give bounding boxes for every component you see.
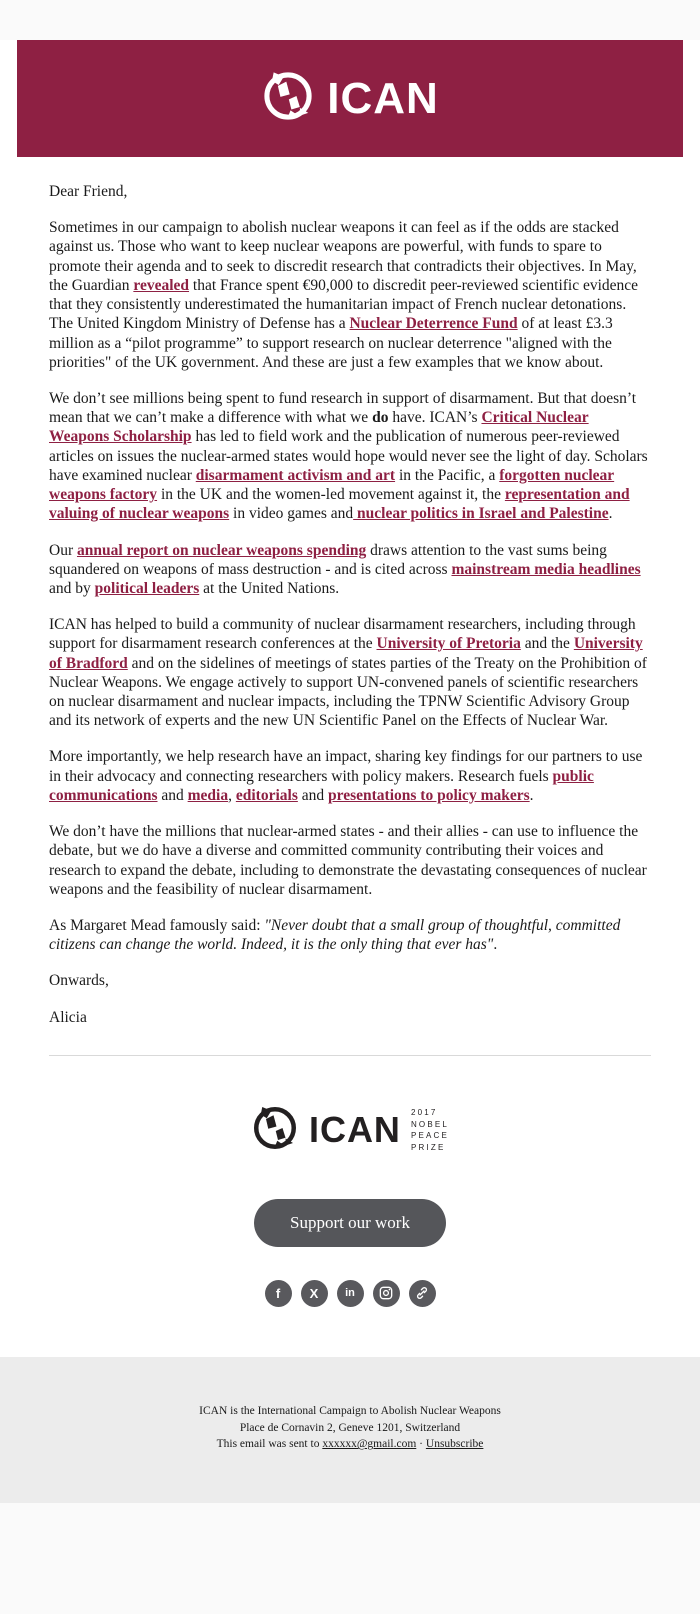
text-segment: have. ICAN’s xyxy=(388,409,482,427)
text-segment: of at least £3.3 million as a “pilot programme” to support research on nuclear deterrence "aligned with the priorities" of the UK government. And these are just a few examples that we know about. xyxy=(49,315,613,371)
nobel-line: PRIZE xyxy=(410,1142,446,1152)
inline-link[interactable]: University of Pretoria xyxy=(376,635,521,653)
signature: Alicia xyxy=(49,1008,87,1026)
nobel-prize-label xyxy=(411,1107,449,1153)
text-segment: do xyxy=(372,409,389,427)
text-segment: and by xyxy=(49,579,95,597)
facebook-glyph: f xyxy=(275,1285,281,1301)
linkedin-icon[interactable] xyxy=(337,1280,364,1307)
text-segment: Sometimes in our campaign to abolish nuclear weapons it can feel as if the odds are stacked against us. Those who want to keep nuclear weapons are powerful, with funds to spare to promote their agenda and to seek to discredit research that contradicts their objectives. In May, the Guardian xyxy=(49,219,637,294)
nobel-line: PEACE xyxy=(410,1131,450,1141)
text-segment: As Margaret Mead famously said: xyxy=(49,917,265,934)
inline-link[interactable]: editorials xyxy=(235,786,298,804)
legal-line-1: ICAN is the International Campaign to Abolish Nuclear Weapons xyxy=(199,1404,501,1417)
text-segment: that France spent €90,000 to discredit peer-reviewed scientific evidence that they consistently underestimated the humanitarian impact of French nuclear detonations. The United Kingdom Ministry of Defense has a xyxy=(49,276,639,333)
text-segment: in the Pacific, a xyxy=(395,466,500,484)
ican-logo-icon xyxy=(261,69,315,128)
inline-link[interactable]: Nuclear Deterrence Fund xyxy=(349,315,518,333)
text-segment: We don’t have the millions that nuclear-armed states - and their allies - can use to influence the debate, but we do have a diverse and committed community contributing their voices and research to expand the debate, including to demonstrate the devastating consequences of nuclear weapons and the feasibility of nuclear disarmament. xyxy=(49,823,647,898)
inline-link[interactable]: political leaders xyxy=(94,579,200,597)
text-segment: at the United Nations. xyxy=(199,579,340,597)
inline-link[interactable]: disarmament activism and art xyxy=(195,466,396,484)
text-segment: Our xyxy=(49,541,77,559)
ican-logo-text: ICAN xyxy=(327,73,439,123)
text-segment: We don’t see millions being spent to fund research in support of disarmament. But that doesn’t mean that we can’t make a difference with what we xyxy=(49,389,637,427)
text-segment: in video games and xyxy=(229,505,354,523)
x-glyph: X xyxy=(309,1285,319,1301)
nobel-line: NOBEL xyxy=(410,1119,450,1129)
text-segment: , xyxy=(228,786,236,804)
text-segment: and xyxy=(297,786,328,804)
body-paragraph xyxy=(49,916,651,954)
legal-line-3 xyxy=(20,1436,680,1453)
inline-link[interactable]: University of Bradford xyxy=(49,635,643,672)
text-segment: and on the sidelines of meetings of states parties of the Treaty on the Prohibition of Nuclear Weapons. We engage actively to support UN-convened panels of scientific researchers on nuclear disarmament and nuclear impacts, including the TPNW Scientific Advisory Group and its network of experts and the new UN Scientific Panel on the Effects of Nuclear War. xyxy=(49,654,647,730)
inline-link[interactable]: revealed xyxy=(133,276,190,294)
text-segment: More importantly, we help research have an impact, sharing key findings for our partners to use in their advocacy and connecting researchers with policy makers. Research fuels xyxy=(49,748,643,785)
text-segment: "Never doubt that a small group of thoughtful, committed citizens can change the world. Indeed, it is the only thing that ever has" xyxy=(49,917,621,954)
legal-line-2: Place de Cornavin 2, Geneve 1201, Switzerland xyxy=(239,1421,461,1434)
body-paragraph xyxy=(49,389,651,524)
inline-link[interactable]: xxxxxx@gmail.com xyxy=(322,1438,417,1451)
inline-link[interactable]: public communications xyxy=(49,767,594,804)
text-segment: draws attention to the vast sums being squandered on weapons of mass destruction - and is cited across xyxy=(49,541,607,578)
inline-link[interactable]: Unsubscribe xyxy=(425,1438,484,1451)
footer-logo xyxy=(0,1104,700,1157)
text-segment: · xyxy=(416,1438,426,1451)
text-segment: . xyxy=(608,505,613,523)
social-icons-row xyxy=(0,1280,700,1307)
instagram-icon[interactable] xyxy=(373,1280,400,1307)
linkedin-glyph: in xyxy=(345,1287,355,1300)
divider xyxy=(49,1055,651,1056)
text-segment: and the xyxy=(520,635,574,653)
facebook-icon[interactable] xyxy=(265,1280,292,1307)
email-header xyxy=(17,40,683,157)
text-segment: in the UK and the women-led movement against it, the xyxy=(157,486,505,504)
inline-link[interactable]: Critical Nuclear Weapons Scholarship xyxy=(49,409,589,446)
text-segment: has led to field work and the publication of numerous peer-reviewed articles on issues the nuclear-armed states would hope would never see the light of day. Scholars have examined nuclear xyxy=(49,428,648,484)
text-segment: . xyxy=(529,786,534,804)
body-paragraph xyxy=(49,615,651,730)
text-segment: This email was sent to xyxy=(216,1438,323,1451)
inline-link[interactable]: representation and valuing of nuclear weapons xyxy=(49,486,630,523)
inline-link[interactable]: mainstream media headlines xyxy=(451,560,641,578)
signoff: Onwards, xyxy=(49,972,109,990)
text-segment: . xyxy=(493,936,498,954)
body-paragraph xyxy=(49,218,651,372)
inline-link[interactable]: forgotten nuclear weapons factory xyxy=(49,466,615,504)
greeting: Dear Friend, xyxy=(49,183,128,200)
text-segment: ICAN has helped to build a community of nuclear disarmament researchers, including through support for disarmament research conferences at the xyxy=(49,616,636,653)
text-segment: and xyxy=(157,786,188,804)
link-icon[interactable] xyxy=(409,1280,436,1307)
inline-link[interactable]: annual report on nuclear weapons spending xyxy=(76,541,367,559)
inline-link[interactable]: nuclear politics in Israel and Palestine xyxy=(353,505,609,523)
email-body xyxy=(0,157,700,1027)
body-paragraph xyxy=(49,822,651,899)
email-page xyxy=(0,40,700,1503)
inline-link[interactable]: media xyxy=(187,786,229,804)
legal-footer xyxy=(0,1357,700,1503)
body-paragraph xyxy=(49,541,651,599)
nobel-line: 2017 xyxy=(410,1108,438,1118)
x-icon[interactable] xyxy=(301,1280,328,1307)
body-paragraph xyxy=(49,747,651,805)
ican-logo-text: ICAN xyxy=(308,1109,401,1151)
inline-link[interactable]: presentations to policy makers xyxy=(328,786,530,804)
support-our-work-button[interactable]: Support our work xyxy=(254,1199,446,1247)
ican-logo-icon xyxy=(251,1104,299,1157)
